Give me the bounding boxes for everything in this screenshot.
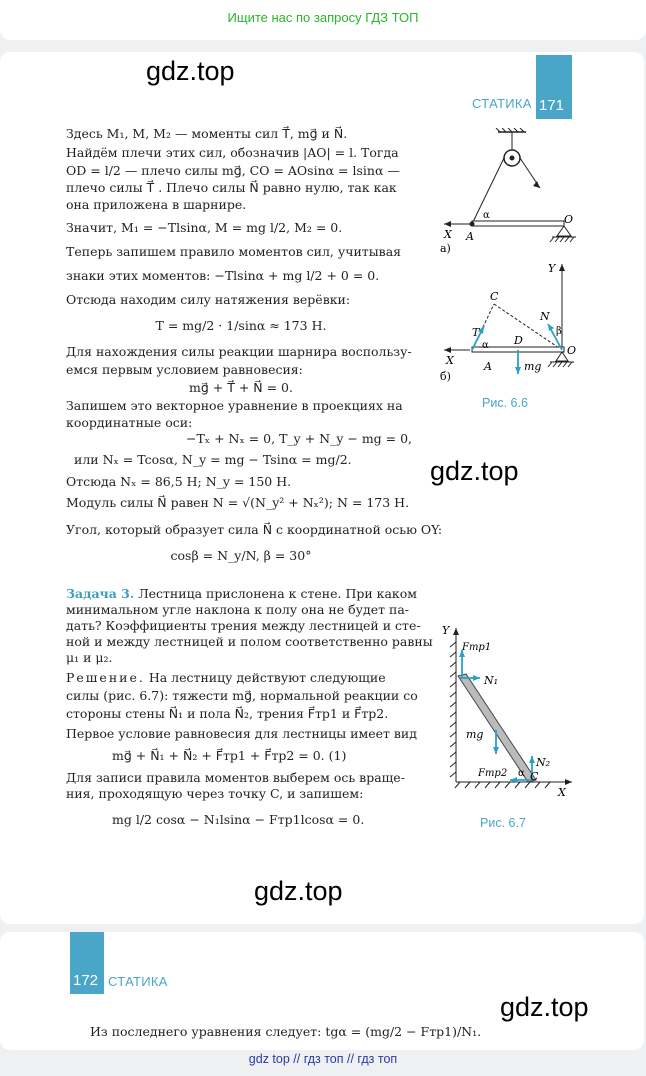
label-beta: β xyxy=(556,326,562,337)
label-y: Y xyxy=(442,624,450,637)
text-line: Теперь запишем правило моментов сил, учитывая xyxy=(66,244,402,259)
task-line: ной и между лестницей и полом соответственно равны xyxy=(66,634,433,649)
label-sub-b: б) xyxy=(440,370,451,383)
figure-6-6-caption: Рис. 6.6 xyxy=(482,396,528,410)
text-line: Здесь M₁, M, M₂ — моменты сил T⃗, mg⃗ и N⃗. xyxy=(66,126,348,141)
watermark: gdz.top xyxy=(430,456,519,486)
label-x: X xyxy=(558,786,566,799)
text-line: Отсюда Nₓ = 86,5 Н; N_y = 150 Н. xyxy=(66,474,292,489)
text-line: знаки этих моментов: −Tlsinα + mg l/2 + 0 = 0. xyxy=(66,268,380,283)
page-number-tab xyxy=(536,55,572,119)
label-c: C xyxy=(490,290,499,303)
label-n2: N₂ xyxy=(536,756,551,769)
label-x: X xyxy=(446,354,454,367)
label-sub-a: а) xyxy=(440,242,451,255)
text-line: OD = l/2 — плечо силы mg⃗, CO = AOsinα = lsinα — xyxy=(66,163,400,178)
label-ftr2: Fтр2 xyxy=(478,768,508,779)
page-number: 171 xyxy=(539,97,565,114)
equation-1: mg⃗ + N⃗₁ + N⃗₂ + F⃗тр1 + F⃗тр2 = 0. (1) xyxy=(112,748,347,763)
task-text: Лестница прислонена к стене. При каком xyxy=(138,586,417,601)
textbook-page-171 xyxy=(0,52,644,924)
label-a: A xyxy=(466,230,474,243)
label-n1: N₁ xyxy=(484,674,499,687)
formula-line: или Nₓ = Tcosα, N_y = mg − Tsinα = mg/2. xyxy=(74,452,352,467)
task-line: минимальном угле наклона к полу она не будет па- xyxy=(66,602,409,617)
text-line: Значит, M₁ = −Tlsinα, M = mg l/2, M₂ = 0. xyxy=(66,220,343,235)
text-line: Модуль силы N⃗ равен N = √(N_y² + Nₓ²); N = 173 Н. xyxy=(66,495,410,510)
moment-equation: mg l/2 cosα − N₁lsinα − Fтр1lcosα = 0. xyxy=(112,812,365,827)
text-line: Угол, который образует сила N⃗ с координатной осью OY: xyxy=(66,522,443,537)
task-first-line xyxy=(66,586,417,602)
formula-line: mg⃗ + T⃗ + N⃗ = 0. xyxy=(189,380,293,395)
watermark: gdz.top xyxy=(254,876,343,906)
task-line: дать? Коэффициенты трения между лестницей и сте- xyxy=(66,618,421,633)
label-alpha: α xyxy=(482,340,489,351)
text-line: Запишем это векторное уравнение в проекциях на xyxy=(66,398,403,413)
figure-6-7 xyxy=(438,622,588,802)
textbook-page-172 xyxy=(0,932,644,1050)
formula-line: T = mg/2 · 1/sinα ≈ 173 Н. xyxy=(155,318,327,333)
text-line: Найдём плечи этих сил, обозначив |AO| = l. Тогда xyxy=(66,145,399,160)
text-line: координатные оси: xyxy=(66,415,193,430)
solution-text: На лестницу действуют следующие xyxy=(148,670,386,685)
section-title: СТАТИКА xyxy=(108,974,168,989)
page-number: 172 xyxy=(73,972,99,989)
label-o: O xyxy=(564,213,574,226)
section-title: СТАТИКА xyxy=(472,96,532,111)
solution-line: стороны стены N⃗₁ и пола N⃗₂, трения F⃗тр1 и F⃗тр2. xyxy=(66,706,389,721)
label-x: X xyxy=(444,228,452,241)
solution-line: силы (рис. 6.7): тяжести mg⃗, нормальной реакции со xyxy=(66,688,418,703)
label-mg: mg xyxy=(524,360,542,373)
label-t: T xyxy=(472,326,480,339)
label-ftr1: Fтр1 xyxy=(462,642,492,653)
figure-6-7-caption: Рис. 6.7 xyxy=(480,816,526,830)
solution-first-line xyxy=(66,670,386,686)
label-alpha: α xyxy=(518,768,525,779)
watermark: gdz.top xyxy=(500,992,589,1022)
formula-line: cosβ = N_y/N, β = 30° xyxy=(170,548,312,563)
watermark: gdz.top xyxy=(146,56,235,86)
text-line: она приложена в шарнире. xyxy=(66,197,247,212)
solution-line: Для записи правила моментов выберем ось враще- xyxy=(66,770,405,785)
label-mg: mg xyxy=(466,728,484,741)
text-line: емся первым условием равновесия: xyxy=(66,362,303,377)
label-y: Y xyxy=(548,262,556,275)
text-line: Отсюда находим силу натяжения верёвки: xyxy=(66,292,351,307)
page-number-tab xyxy=(70,932,104,994)
label-alpha: α xyxy=(483,210,490,221)
text-line: Для нахождения силы реакции шарнира воспользу- xyxy=(66,344,412,359)
figure-6-6b xyxy=(436,258,596,388)
text-line: плечо силы T⃗ . Плечо силы N⃗ равно нулю, так как xyxy=(66,180,397,195)
footer-links[interactable]: gdz top // гдз топ // гдз топ xyxy=(248,1052,398,1066)
top-bar xyxy=(0,0,646,40)
figure-6-6a xyxy=(436,128,596,258)
search-hint-link[interactable]: Ищите нас по запросу ГДЗ ТОП xyxy=(227,10,419,25)
label-n: N xyxy=(540,310,550,323)
task-label: Задача 3. xyxy=(66,586,135,601)
label-o: O xyxy=(567,344,577,357)
formula-line: −Tₓ + Nₓ = 0, T_y + N_y − mg = 0, xyxy=(186,431,413,446)
solution-line: Первое условие равновесия для лестницы имеет вид xyxy=(66,726,417,741)
task-line: μ₁ и μ₂. xyxy=(66,650,113,665)
text-line: Из последнего уравнения следует: tgα = (mg/2 − Fтр1)/N₁. xyxy=(90,1024,482,1039)
label-d: D xyxy=(514,334,523,347)
label-c: C xyxy=(530,770,539,783)
label-a: A xyxy=(484,360,492,373)
solution-line: ния, проходящую через точку C, и запишем: xyxy=(66,786,364,801)
solution-label: Решение. xyxy=(66,670,145,685)
